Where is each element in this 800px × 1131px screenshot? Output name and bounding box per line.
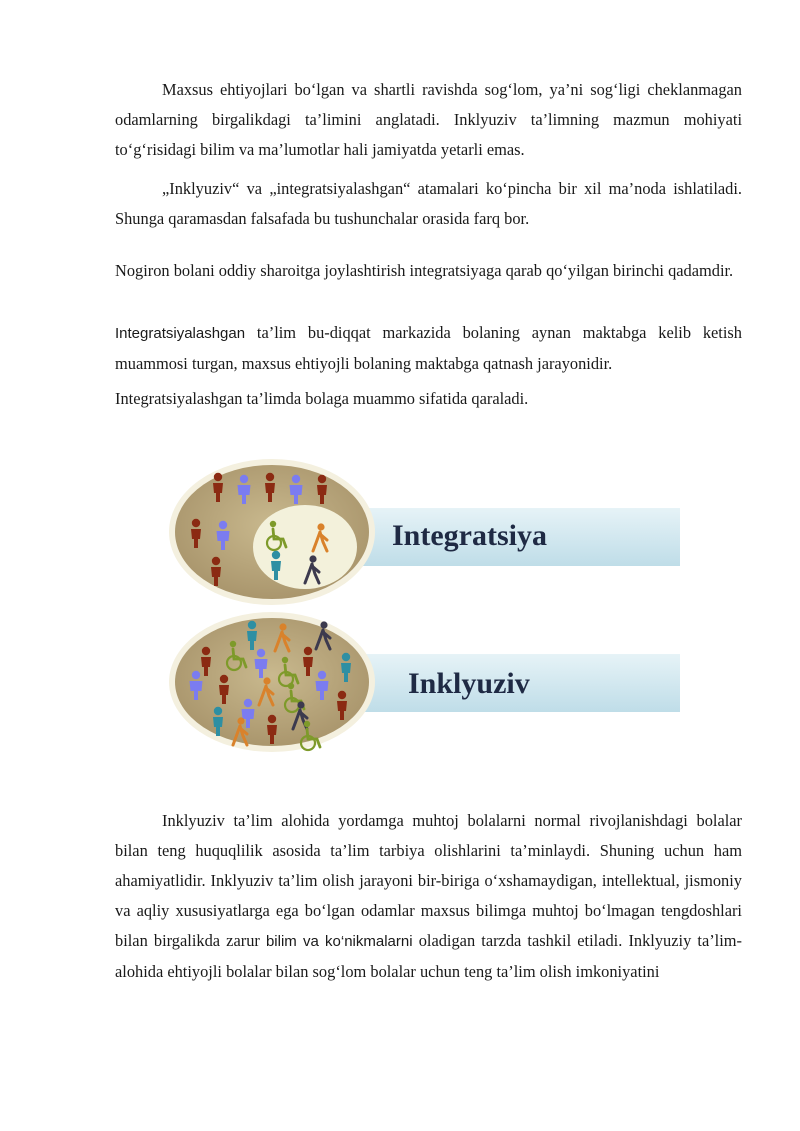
paragraph-2: „Inklyuziv“ va „integratsiyalashgan“ atamalari ko‘pincha bir xil ma’noda ishlatiladi. Shunga qaramasdan falsafada bu tushunchalar orasida farq bor. bbox=[115, 179, 742, 228]
paragraph-6-part-b: oladigan tarzda tashkil etiladi. Inklyuziy ta’lim-alohida ehtiyojli bolalar bilan sog‘lom bolalar uchun teng ta’lim olish imkoniyatini bbox=[115, 931, 742, 981]
paragraph-1: Maxsus ehtiyojlari bo‘lgan va shartli ravishda sog‘lom, ya’ni sog‘ligi cheklanmagan odamlarning birgalikdagi ta’limini anglatadi. Inklyuziv ta’limning mazmun mohiyati to‘g‘risidagi bilim va ma’lumotlar hali jamiyatda yetarli emas. bbox=[115, 80, 742, 159]
label-integratsiya: Integratsiya bbox=[392, 519, 547, 552]
paragraph-6-sans: bilim va ko‘nikmalarni bbox=[265, 933, 413, 950]
paragraph-6 bbox=[115, 806, 742, 987]
paragraph-4-rest: ta’lim bu-diqqat markazida bolaning aynan maktabga kelib ketish muammosi turgan, maxsus ehtiyojli bolaning maktabga qatnash jarayonidir. bbox=[115, 323, 742, 373]
paragraph-4-lead: Integratsiyalashgan bbox=[115, 325, 246, 342]
label-inklyuziv: Inklyuziv bbox=[408, 667, 530, 700]
integration-inclusion-figure bbox=[160, 450, 690, 760]
paragraph-5: Integratsiyalashgan ta’limda bolaga muammo sifatida qaraladi. bbox=[115, 389, 529, 408]
paragraph-4 bbox=[115, 318, 742, 379]
figure-svg bbox=[160, 450, 690, 760]
paragraph-6-part-a: Inklyuziv ta’lim alohida yordamga muhtoj bolalarni normal rivojlanishdagi bolalar bilan teng huquqlilik asosida ta’lim tarbiya olishlarini ta’minlaydi. Shuning uchun ham ahamiyatlidir. Inklyuziv ta’lim olish jarayoni bir-biriga o‘xshamaydigan, intellektual, jismoniy va aqliy xususiyatlarga ega bo‘lgan odamlar maxsus bilimga muhtoj bo‘lmagan tengdoshlari bilan birgalikda zarur bbox=[115, 811, 742, 950]
paragraph-3: Nogiron bolani oddiy sharoitga joylashtirish integratsiyaga qarab qo‘yilgan birinchi qadamdir. bbox=[115, 261, 734, 280]
